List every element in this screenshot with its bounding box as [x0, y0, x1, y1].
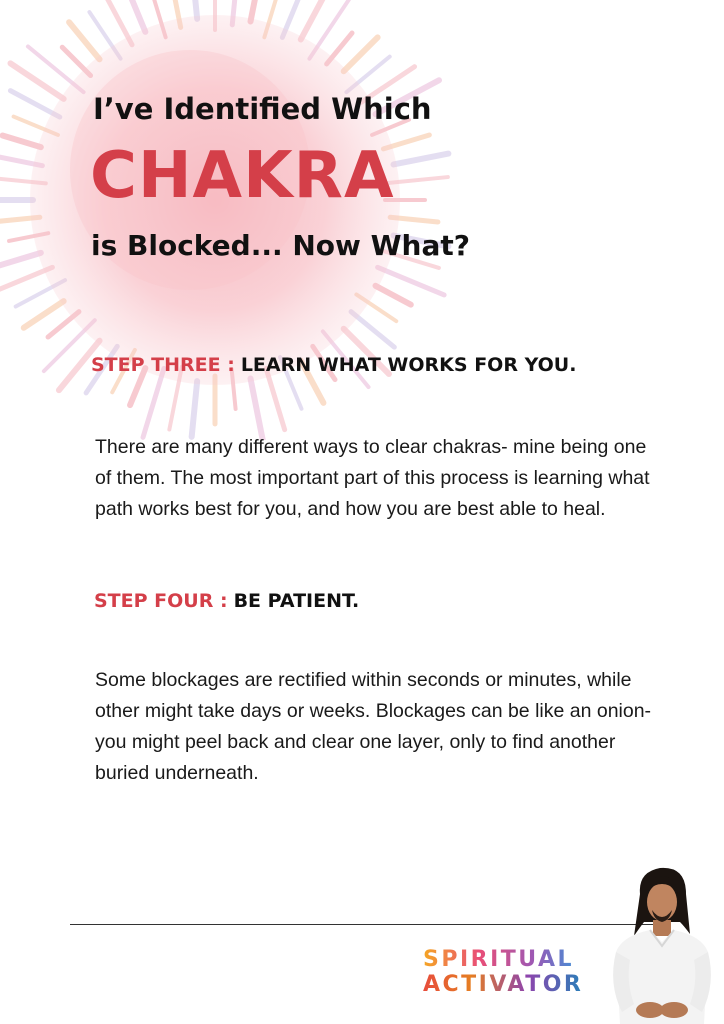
step-four-label: STEP FOUR :	[94, 590, 228, 612]
watercolor-ray	[344, 37, 378, 71]
step-three-body: There are many different ways to clear chakras- mine being one of them. The most important part of this process is learning what path works best for you, and how you are best able to heal.	[95, 435, 650, 520]
step-four-body: Some blockages are rectified within seconds or minutes, while other might take days or weeks. Blockages can be like an onion- you might peel back and clear one layer, only to find another buried underneath.	[95, 668, 652, 784]
watercolor-ray	[266, 368, 285, 429]
step-three-label: STEP THREE :	[91, 354, 235, 376]
watercolor-ray	[143, 368, 164, 437]
step-three-title: LEARN WHAT WORKS FOR YOU.	[240, 354, 577, 376]
watercolor-ray	[3, 136, 41, 148]
step-three-heading	[91, 354, 576, 376]
footer-divider	[70, 924, 656, 925]
brand-line-2: ACTIVATOR	[423, 972, 584, 997]
person-photo	[600, 864, 724, 1024]
watercolor-ray	[251, 0, 259, 21]
brand-line-1: SPIRITUAL	[423, 947, 583, 972]
watercolor-ray	[376, 286, 411, 305]
step-four-heading	[94, 590, 359, 612]
heading-line-3: is Blocked... Now What?	[91, 229, 470, 262]
watercolor-ray	[69, 22, 99, 59]
watercolor-ray	[394, 154, 449, 165]
brand-logo	[423, 947, 583, 997]
heading-line-1: I’ve Identified Which	[93, 92, 432, 126]
heading-chakra: CHAKRA	[90, 139, 395, 213]
watercolor-ray	[192, 381, 197, 437]
step-four-title: BE PATIENT.	[233, 590, 360, 612]
watercolor-ray	[24, 301, 64, 328]
watercolor-ray	[0, 253, 41, 274]
